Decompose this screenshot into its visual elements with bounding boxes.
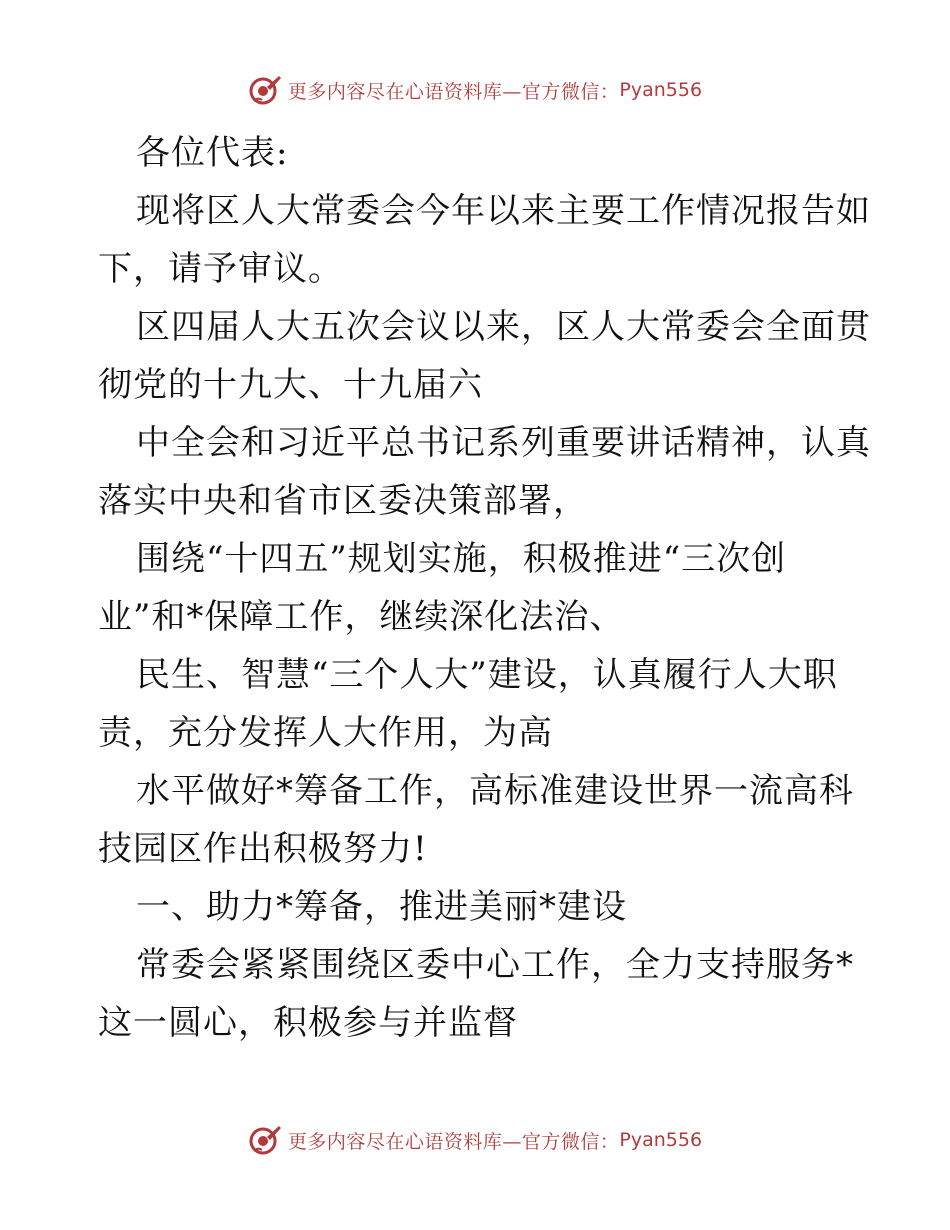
text-line: 中全会和习近平总书记系列重要讲话精神，认真 <box>136 423 871 463</box>
banner-text: 更多内容尽在心语资料库—官方微信： <box>287 1130 620 1153</box>
footer-watermark-banner <box>0 1120 950 1160</box>
banner-wechat-id: Pyan556 <box>619 1129 703 1151</box>
brand-logo-icon <box>248 73 282 107</box>
text-line: 这一圆心，积极参与并监督 <box>98 1003 518 1043</box>
text-line: 水平做好*筹备工作，高标准建设世界一流高科 <box>136 771 854 811</box>
text-line: 区四届人大五次会议以来，区人大常委会全面贯 <box>136 307 871 347</box>
brand-logo-icon <box>248 1123 282 1157</box>
text-line: 一、助力*筹备，推进美丽*建设 <box>136 887 627 927</box>
document-body <box>98 124 871 1052</box>
text-line: 现将区人大常委会今年以来主要工作情况报告如 <box>136 191 871 231</box>
text-line: 常委会紧紧围绕区委中心工作，全力支持服务* <box>136 945 854 985</box>
text-line: 各位代表: <box>136 133 289 173</box>
banner-text: 更多内容尽在心语资料库—官方微信： <box>287 80 620 103</box>
text-line: 落实中央和省市区委决策部署， <box>98 481 588 521</box>
text-line: 民生、智慧“三个人大”建设，认真履行人大职 <box>136 655 838 695</box>
text-line: 责，充分发挥人大作用，为高 <box>98 713 553 753</box>
text-line: 下，请予审议。 <box>98 249 343 289</box>
text-line: 技园区作出积极努力! <box>98 829 428 869</box>
text-line: 围绕“十四五”规划实施，积极推进“三次创 <box>136 539 787 579</box>
text-line: 彻党的十九大、十九届六 <box>98 365 483 405</box>
banner-wechat-id: Pyan556 <box>619 79 703 101</box>
text-line: 业”和*保障工作，继续深化法治、 <box>98 597 625 637</box>
header-watermark-banner <box>0 70 950 110</box>
